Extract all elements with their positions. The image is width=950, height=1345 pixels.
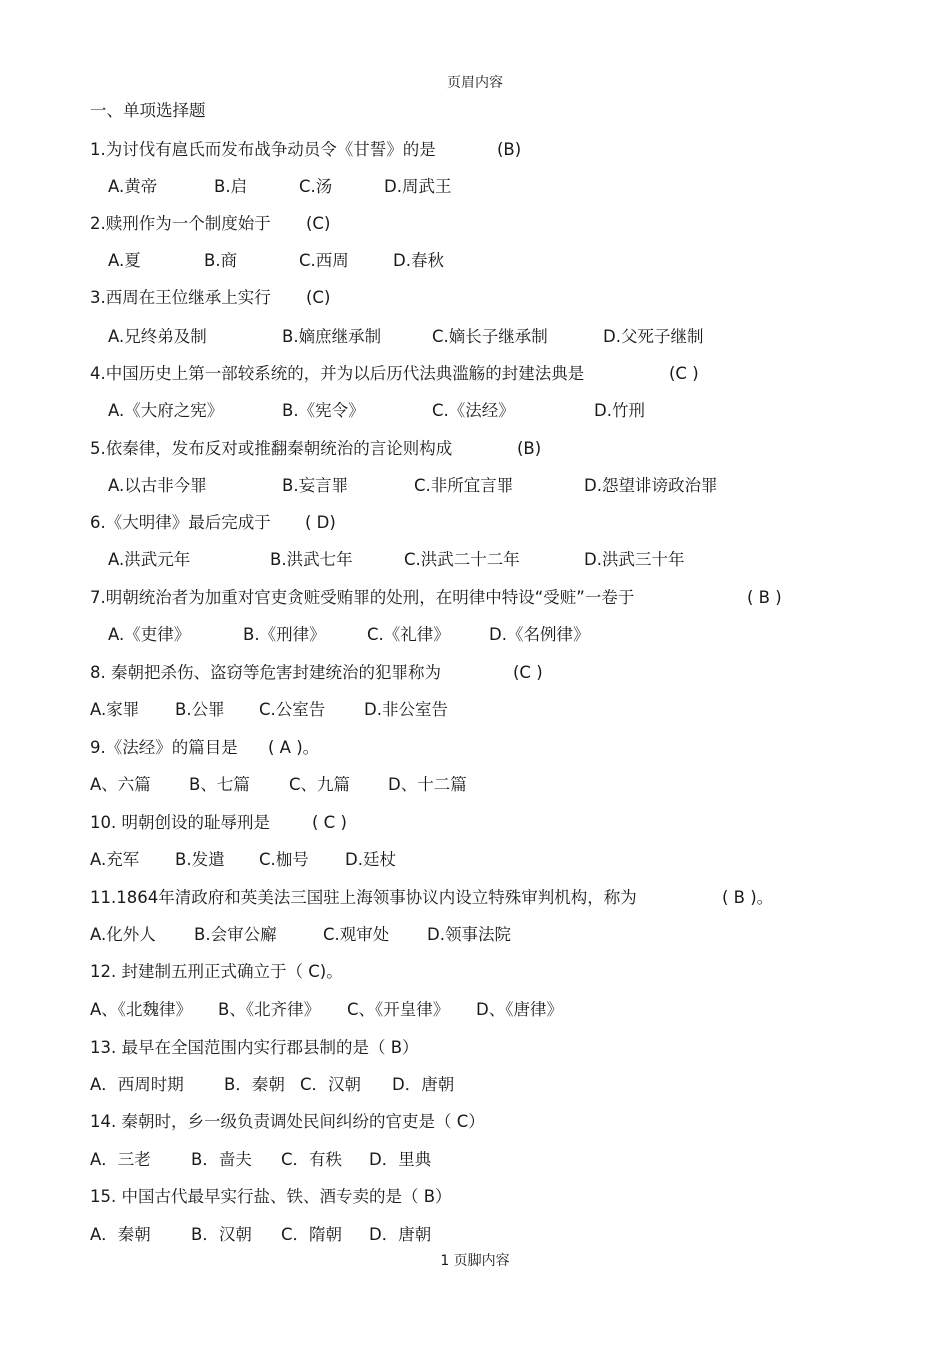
question-13: 13. 最早在全国范围内实行郡县制的是（ B）	[90, 1038, 419, 1057]
section-title: 一、单项选择题	[90, 101, 206, 120]
option-a: A．秦朝	[90, 1225, 151, 1244]
option-a: A.《大府之宪》	[108, 401, 224, 420]
options-13	[0, 1075, 950, 1095]
option-c: C.《礼律》	[367, 625, 450, 644]
option-b: B.启	[214, 177, 248, 196]
question-1: 1.为讨伐有扈氏而发布战争动员令《甘誓》的是	[90, 140, 436, 159]
option-b: B.公罪	[175, 700, 225, 719]
options-11	[0, 925, 950, 945]
option-a: A.家罪	[90, 700, 140, 719]
option-c: C.西周	[299, 251, 349, 270]
answer-5: (B)	[517, 439, 542, 458]
answer-9: ( A )。	[268, 738, 320, 757]
option-d: D．唐朝	[392, 1075, 455, 1094]
option-a: A.《吏律》	[108, 625, 191, 644]
option-b: B.发遣	[175, 850, 225, 869]
options-8	[0, 700, 950, 720]
option-c: C．有秩	[281, 1150, 343, 1169]
answer-4: (C )	[669, 364, 699, 383]
option-b: B、七篇	[189, 775, 250, 794]
question-4: 4.中国历史上第一部较系统的，并为以后历代法典滥觞的封建法典是	[90, 364, 585, 383]
option-a: A.兄终弟及制	[108, 327, 207, 346]
options-7	[0, 625, 950, 645]
option-a: A.化外人	[90, 925, 156, 944]
option-c: C.汤	[299, 177, 333, 196]
option-a: A、《北魏律》	[90, 1000, 193, 1019]
answer-6: ( D)	[305, 513, 336, 532]
answer-10: ( C )	[312, 813, 347, 832]
option-d: D.父死子继制	[603, 327, 704, 346]
question-3: 3.西周在王位继承上实行	[90, 288, 271, 307]
options-9	[0, 775, 950, 795]
answer-1: (B)	[497, 140, 522, 159]
option-b: B、《北齐律》	[218, 1000, 321, 1019]
option-d: D.廷杖	[345, 850, 396, 869]
option-b: B．啬夫	[191, 1150, 252, 1169]
options-6	[0, 550, 950, 570]
answer-11: ( B )。	[722, 888, 774, 907]
option-c: C.枷号	[259, 850, 309, 869]
option-b: B.嫡庶继承制	[282, 327, 382, 346]
option-c: C.非所宜言罪	[414, 476, 514, 495]
option-d: D.春秋	[393, 251, 444, 270]
question-10: 10. 明朝创设的耻辱刑是	[90, 813, 270, 832]
option-c: C.《法经》	[432, 401, 515, 420]
option-d: D.竹刑	[594, 401, 645, 420]
answer-2: (C)	[306, 214, 331, 233]
option-b: B．秦朝	[224, 1075, 285, 1094]
option-c: C、九篇	[289, 775, 351, 794]
option-c: C.洪武二十二年	[404, 550, 520, 569]
question-6: 6.《大明律》最后完成于	[90, 513, 271, 532]
option-b: B．汉朝	[191, 1225, 252, 1244]
option-c: C.嫡长子继承制	[432, 327, 548, 346]
option-c: C.观审处	[323, 925, 390, 944]
option-b: B.《宪令》	[282, 401, 365, 420]
option-d: D、十二篇	[388, 775, 467, 794]
question-15: 15. 中国古代最早实行盐、铁、酒专卖的是（ B）	[90, 1187, 452, 1206]
option-a: A．三老	[90, 1150, 151, 1169]
question-11: 11.1864年清政府和英美法三国驻上海领事协议内设立特殊审判机构，称为	[90, 888, 637, 907]
question-12: 12. 封建制五刑正式确立于（ C)。	[90, 962, 343, 981]
option-a: A.以古非今罪	[108, 476, 207, 495]
option-d: D、《唐律》	[476, 1000, 563, 1019]
option-d: D.洪武三十年	[584, 550, 685, 569]
option-d: D.怨望诽谤政治罪	[584, 476, 718, 495]
option-b: B.会审公廨	[194, 925, 277, 944]
option-b: B.洪武七年	[270, 550, 353, 569]
options-1	[0, 177, 950, 197]
page-header: 页眉内容	[447, 75, 503, 91]
option-a: A.夏	[108, 251, 141, 270]
option-c: C、《开皇律》	[347, 1000, 450, 1019]
option-d: D．里典	[369, 1150, 432, 1169]
options-15	[0, 1225, 950, 1245]
options-10	[0, 850, 950, 870]
answer-8: (C )	[513, 663, 543, 682]
option-b: B.妄言罪	[282, 476, 349, 495]
question-14: 14. 秦朝时，乡一级负责调处民间纠纷的官吏是（ C）	[90, 1112, 485, 1131]
answer-3: (C)	[306, 288, 331, 307]
options-3	[0, 327, 950, 347]
option-c: C．汉朝	[300, 1075, 362, 1094]
option-d: D.周武王	[384, 177, 452, 196]
option-d: D.《名例律》	[489, 625, 590, 644]
options-12	[0, 1000, 950, 1020]
option-d: D.非公室告	[364, 700, 448, 719]
option-a: A、六篇	[90, 775, 151, 794]
question-2: 2.赎刑作为一个制度始于	[90, 214, 271, 233]
options-4	[0, 401, 950, 421]
option-b: B.《刑律》	[243, 625, 326, 644]
option-a: A.洪武元年	[108, 550, 191, 569]
options-5	[0, 476, 950, 496]
option-a: A.黄帝	[108, 177, 158, 196]
answer-7: ( B )	[747, 588, 782, 607]
question-8: 8. 秦朝把杀伤、盗窃等危害封建统治的犯罪称为	[90, 663, 441, 682]
option-c: C.公室告	[259, 700, 326, 719]
options-14	[0, 1150, 950, 1170]
option-c: C．隋朝	[281, 1225, 343, 1244]
question-9: 9.《法经》的篇目是	[90, 738, 238, 757]
option-d: D．唐朝	[369, 1225, 432, 1244]
option-d: D.领事法院	[427, 925, 511, 944]
page-footer: 1 页脚内容	[440, 1253, 510, 1269]
options-2	[0, 251, 950, 271]
question-7: 7.明朝统治者为加重对官吏贪赃受贿罪的处刑，在明律中特设“受赃”一卷于	[90, 588, 635, 607]
option-a: A.充军	[90, 850, 140, 869]
option-b: B.商	[204, 251, 238, 270]
option-a: A．西周时期	[90, 1075, 184, 1094]
question-5: 5.依秦律，发布反对或推翻秦朝统治的言论则构成	[90, 439, 453, 458]
